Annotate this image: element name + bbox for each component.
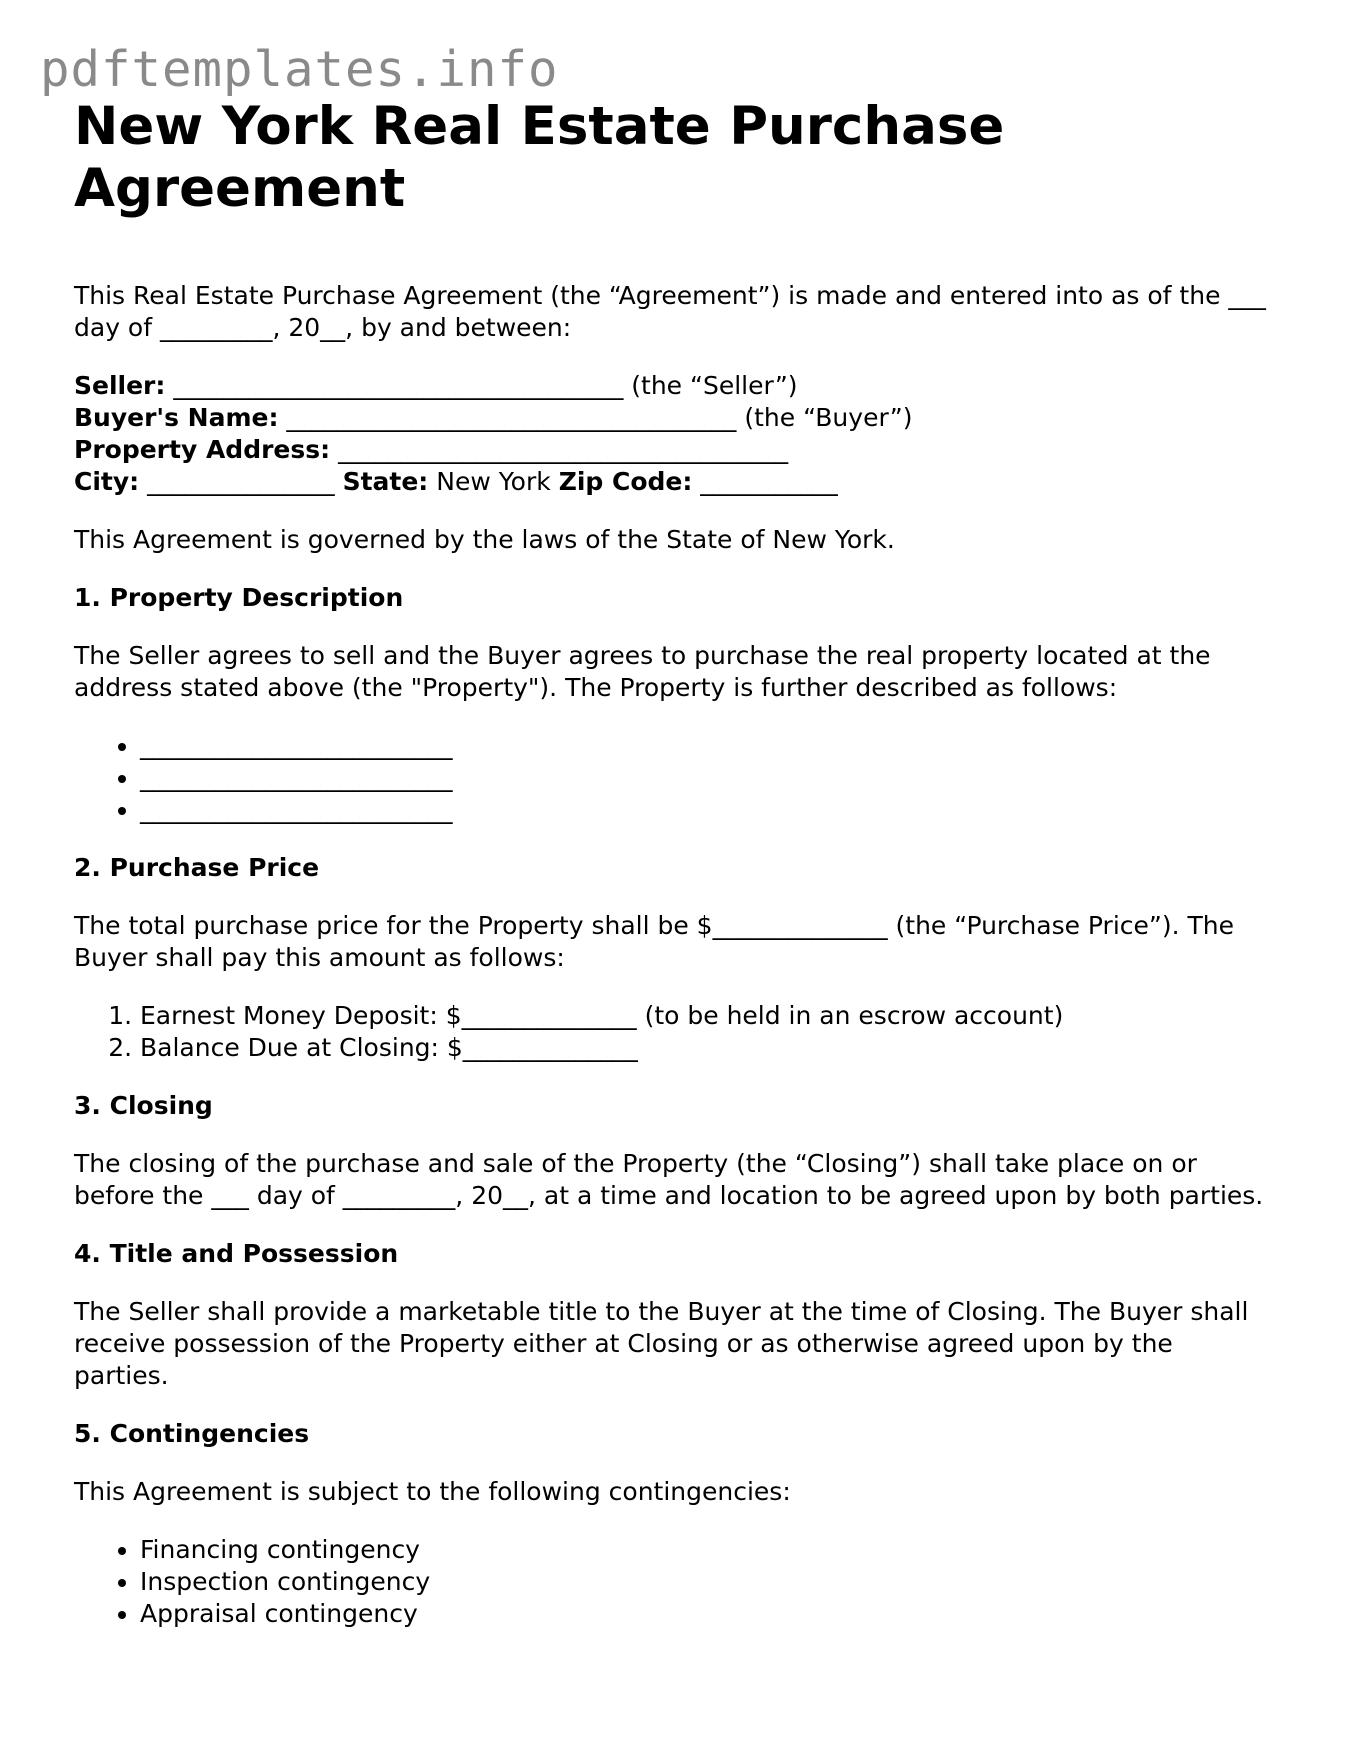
list-item: • Financing contingency bbox=[140, 1534, 1274, 1566]
list-item: • Appraisal contingency bbox=[140, 1598, 1274, 1630]
zip-blank: ___________ bbox=[692, 467, 838, 496]
section-2-body: The total purchase price for the Property shall be $______________ (the “Purchase Price”). The Buyer shall pay this amount as follows: bbox=[74, 911, 1234, 972]
list-item: • _________________________ bbox=[140, 730, 1274, 762]
list-item: 2. Balance Due at Closing: $______________ bbox=[140, 1032, 1274, 1064]
section-4-heading: 4. Title and Possession bbox=[74, 1239, 399, 1268]
address-label: Property Address: bbox=[74, 435, 331, 464]
section-5-heading: 5. Contingencies bbox=[74, 1419, 310, 1448]
city-blank: _______________ bbox=[139, 467, 343, 496]
buyer-label: Buyer's Name: bbox=[74, 403, 279, 432]
section-3-body: The closing of the purchase and sale of the Property (the “Closing”) shall take place on or before the ___ day of _________, 20__, at a time and location to be agreed upon by both parties. bbox=[74, 1149, 1264, 1210]
state-value: New York bbox=[428, 467, 559, 496]
list-item: • Inspection contingency bbox=[140, 1566, 1274, 1598]
section-1-heading: 1. Property Description bbox=[74, 583, 404, 612]
section-1-body: The Seller agrees to sell and the Buyer agrees to purchase the real property located at the address stated above (the "Property"). The Property is further described as follows: bbox=[74, 641, 1211, 702]
seller-field bbox=[74, 370, 1274, 402]
section-5-body: This Agreement is subject to the following contingencies: bbox=[74, 1477, 791, 1506]
document-body bbox=[74, 96, 1274, 1630]
buyer-blank: ____________________________________ (the “Buyer”) bbox=[278, 403, 913, 432]
governing-law-paragraph: This Agreement is governed by the laws of the State of New York. bbox=[74, 525, 895, 554]
intro-paragraph: This Real Estate Purchase Agreement (the “Agreement”) is made and entered into as of the ___ day of _________, 20__, by and between: bbox=[74, 281, 1266, 342]
watermark-text: pdftemplates.info bbox=[40, 41, 559, 98]
seller-label: Seller: bbox=[74, 371, 166, 400]
state-label: State: bbox=[342, 467, 429, 496]
city-state-zip-field bbox=[74, 466, 1274, 498]
document-title: New York Real Estate Purchase Agreement bbox=[74, 96, 1005, 219]
address-blank: ____________________________________ bbox=[330, 435, 789, 464]
section-3-heading: 3. Closing bbox=[74, 1091, 213, 1120]
section-4-body: The Seller shall provide a marketable title to the Buyer at the time of Closing. The Buyer shall receive possession of the Property either at Closing or as otherwise agreed upon by the parties. bbox=[74, 1297, 1249, 1390]
buyer-field bbox=[74, 402, 1274, 434]
list-item: • _________________________ bbox=[140, 794, 1274, 826]
seller-blank: ____________________________________ (the “Seller”) bbox=[165, 371, 798, 400]
party-fields bbox=[74, 370, 1274, 498]
list-item: 1. Earnest Money Deposit: $______________ (to be held in an escrow account) bbox=[140, 1000, 1274, 1032]
list-item: • _________________________ bbox=[140, 762, 1274, 794]
zip-label: Zip Code: bbox=[558, 467, 693, 496]
property-description-list bbox=[74, 730, 1274, 826]
city-label: City: bbox=[74, 467, 140, 496]
address-field bbox=[74, 434, 1274, 466]
contingencies-list bbox=[74, 1534, 1274, 1630]
payment-list bbox=[74, 1000, 1274, 1064]
section-2-heading: 2. Purchase Price bbox=[74, 853, 320, 882]
